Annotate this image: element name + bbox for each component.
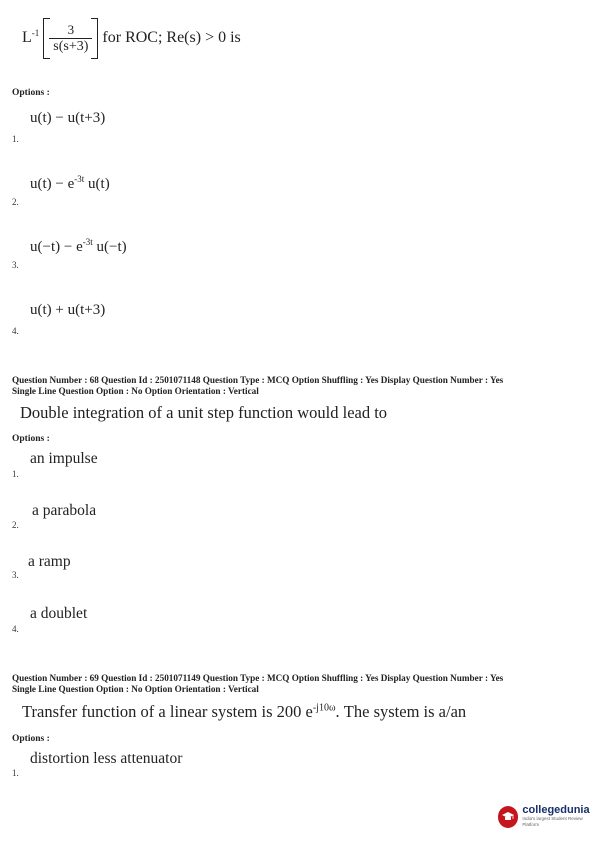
q69-meta-line1: Question Number : 69 Question Id : 2501071149 Question Type : MCQ Option Shuffling : Yes Display Question Number : Yes <box>12 673 504 683</box>
laplace-expression <box>22 22 241 55</box>
graduation-cap-icon <box>498 806 518 828</box>
q69-option-1-text: distortion less attenuator <box>30 750 183 767</box>
bracketed-fraction <box>43 22 98 55</box>
collegedunia-logo <box>498 805 595 828</box>
fraction <box>49 22 92 55</box>
operator: L <box>22 29 32 47</box>
q68-question: Double integration of a unit step function would lead to <box>20 403 388 422</box>
denominator: s(s+3) <box>49 38 92 55</box>
q69-options-label: Options : <box>12 734 50 744</box>
q69-meta <box>12 673 572 694</box>
right-bracket <box>91 18 98 59</box>
q67-option-4-text: u(t) + u(t+3) <box>30 302 106 318</box>
options-label: Options : <box>12 88 50 98</box>
q69-meta-line2: Single Line Question Option : No Option Orientation : Vertical <box>12 683 259 694</box>
left-bracket <box>43 18 50 59</box>
q68-option-4-number: 4. <box>12 624 19 634</box>
q68-meta-line1: Question Number : 68 Question Id : 2501071148 Question Type : MCQ Option Shuffling : Yes Display Question Number : Yes <box>12 375 504 385</box>
q69-option-1-number: 1. <box>12 768 19 778</box>
q69-question: Transfer function of a linear system is 200 $e^{-j10\omega}$. The system is a/an <box>22 702 467 721</box>
q68-option-3-number: 3. <box>12 570 19 580</box>
q68-option-2-text: a parabola <box>32 502 97 519</box>
q67-option-1-number: 1. <box>12 134 19 144</box>
q68-option-2-number: 2. <box>12 520 19 530</box>
logo-tagline: India's largest Student Review Platform <box>522 816 583 827</box>
q68-meta-line2: Single Line Question Option : No Option Orientation : Vertical <box>12 385 259 396</box>
q67-option-1-text: u(t) − u(t+3) <box>30 110 106 126</box>
logo-name: collegedunia <box>522 804 590 816</box>
q67-option-3-text: $u(-t) - e^{-3t}$ u(−t) <box>30 237 127 255</box>
q67-option-4-number: 4. <box>12 326 19 336</box>
operator-exponent: -1 <box>31 27 40 38</box>
q68-options-label: Options : <box>12 434 50 444</box>
q68-option-4-text: a doublet <box>30 605 88 622</box>
q67-option-2-text: $u(t) - e^{-3t}$ u(t) <box>30 174 110 192</box>
q68-option-1-number: 1. <box>12 469 19 479</box>
q68-option-3-text: a ramp <box>28 553 71 570</box>
q68-meta <box>12 375 572 396</box>
roc-suffix: for ROC; Re(s) > 0 is <box>102 29 241 47</box>
numerator: 3 <box>67 22 75 37</box>
q67-option-2-number: 2. <box>12 197 19 207</box>
q67-option-3-number: 3. <box>12 260 19 270</box>
q68-option-1-text: an impulse <box>30 450 98 467</box>
